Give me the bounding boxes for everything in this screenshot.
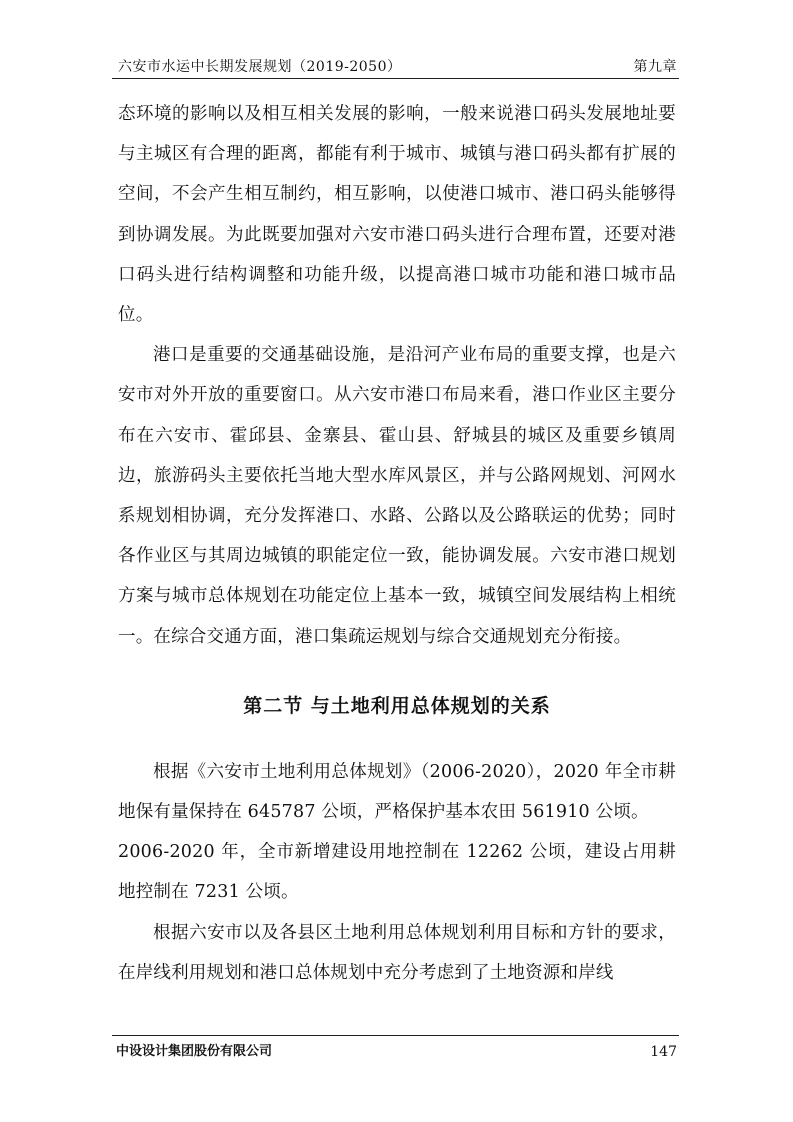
page-number: 147 [650,1044,677,1060]
header-document-title: 六安市水运中长期发展规划（2019-2050） [118,59,402,75]
header-chapter: 第九章 [633,59,677,75]
page-body [118,94,676,993]
header-divider [112,78,679,79]
paragraph-shoreline-use: 根据六安市以及各县区土地利用总体规划利用目标和方针的要求，在岸线利用规划和港口总体规划中充分考虑到了土地资源和岸线 [118,922,676,983]
footer-divider [112,1035,679,1036]
section-title: 第二节 与土地利用总体规划的关系 [243,694,551,717]
page-footer [112,1038,679,1062]
footer-company-name: 中设设计集团股份有限公司 [116,1044,273,1059]
page-header [112,50,679,76]
paragraph-land-plan: 根据《六安市土地利用总体规划》（2006-2020），2020 年全市耕地保有量保持在 645787 公顷，严格保护基本农田 561910 公顷。 [118,761,676,823]
paragraph-port-infrastructure: 港口是重要的交通基础设施，是沿河产业布局的重要支撑，也是六安市对外开放的重要窗口。从六安市港口布局来看，港口作业区主要分布在六安市、霍邱县、金寨县、霍山县、舒城县的城区及重要乡镇周边，旅游码头主要依托当地大型水库风景区，并与公路网规划、河网水系规划相协调，充分发挥港口、水路、公路以及公路联运的优势；同时各作业区与其周边城镇的职能定位一致，能协调发展。六安市港口规划方案与城市总体规划在功能定位上基本一致，城镇空间发展结构上相统一。在综合交通方面，港口集疏运规划与综合交通规划充分衔接。 [118,345,676,647]
paragraph-continued: 态环境的影响以及相互相关发展的影响，一般来说港口码头发展地址要与主城区有合理的距离，都能有利于城市、城镇与港口码头都有扩展的空间，不会产生相互制约，相互影响，以使港口城市、港口码头能够得到协调发展。为此既要加强对六安市港口码头进行合理布置，还要对港口码头进行结构调整和功能升级，以提高港口城市功能和港口城市品位。 [118,104,676,326]
paragraph-new-construction-land: 2006-2020 年，全市新增建设用地控制在 12262 公顷，建设占用耕地控制在 7231 公顷。 [118,842,676,903]
